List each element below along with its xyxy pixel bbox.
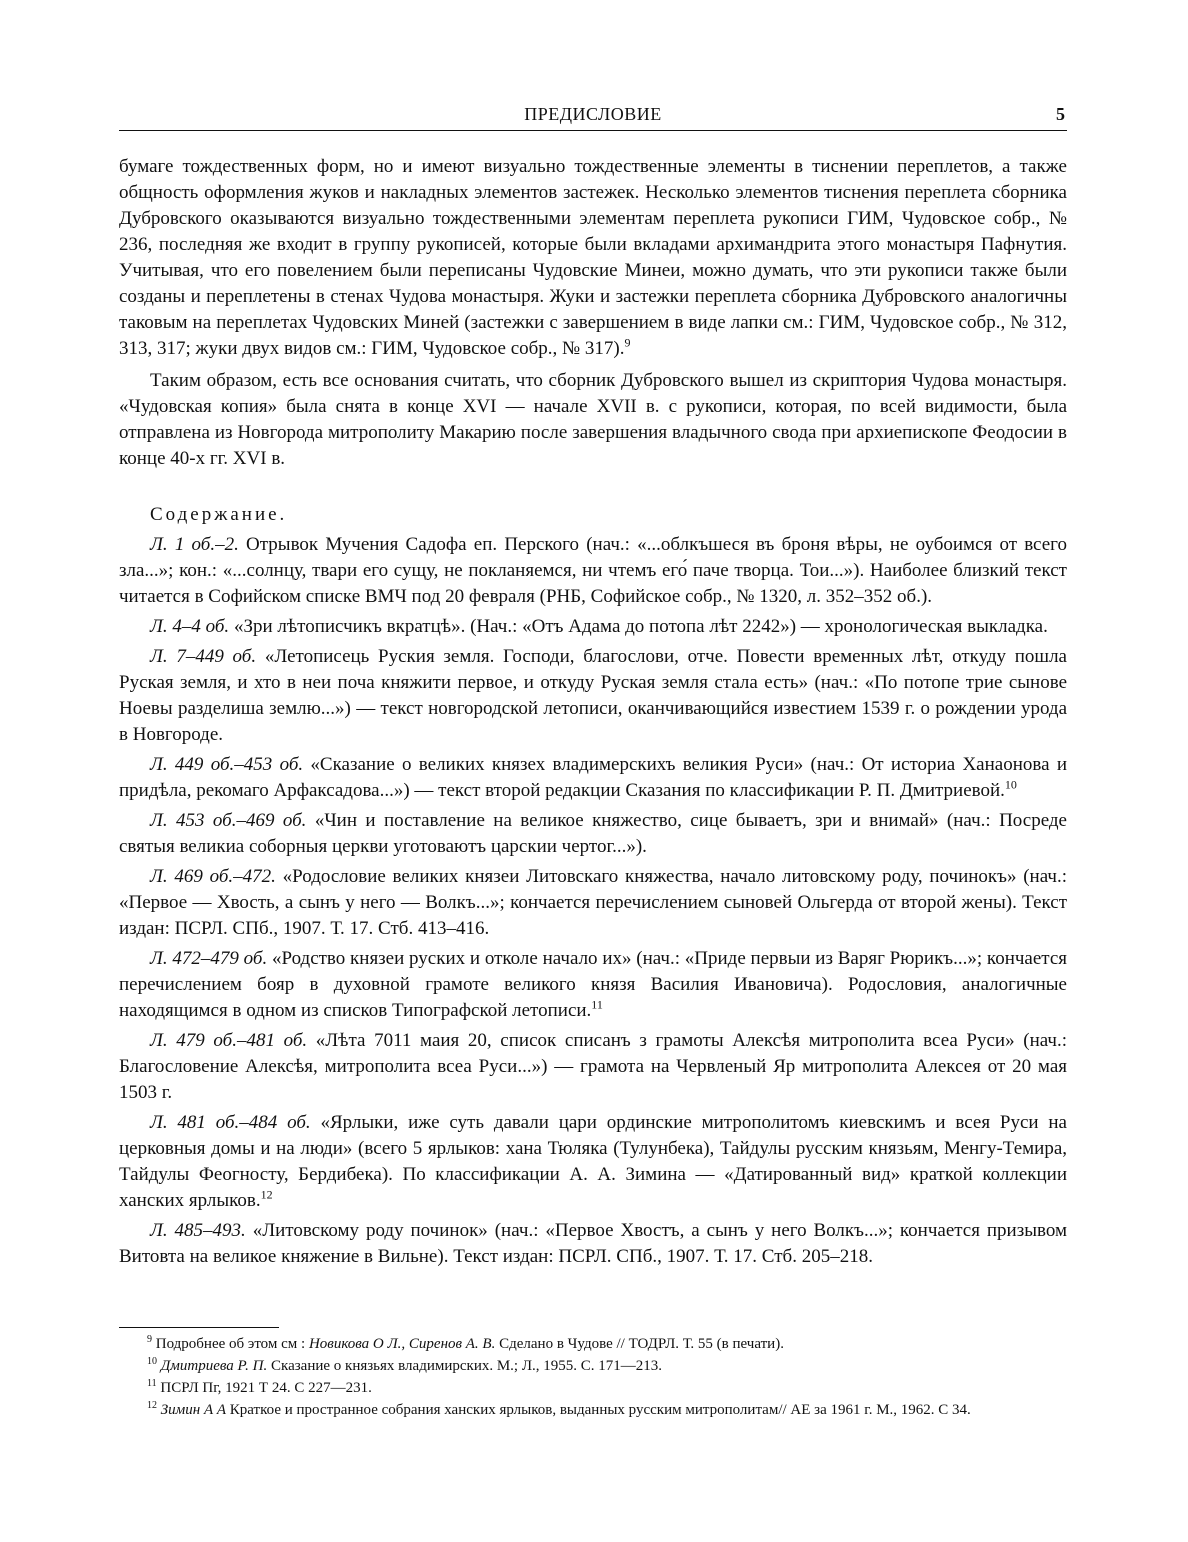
folio-ref: Л. 7–449 об. bbox=[150, 646, 257, 667]
main-text bbox=[119, 154, 1067, 1270]
folio-ref: Л. 449 об.–453 об. bbox=[150, 754, 304, 775]
footnote: $^{10}$ Дмитриева Р. П. Сказание о князьях владимирских. М.; Л., 1955. С. 171—213. bbox=[147, 1356, 663, 1374]
folio-ref: Л. 472–479 об. bbox=[150, 948, 268, 969]
contents-heading: Содержание. bbox=[150, 504, 288, 525]
contents-entry: Л. 472–479 об. «Родство князеи руских и отколе начало их» (нач.: «Приде первыи из Варяг Рюрикъ...»; кончается перечислением бояр в духовной грамоте великого князя Василия Ивановича). Родословия, аналогичные находящимся в одном из списков Типографской летописи.$^{11}$ bbox=[119, 948, 1067, 1021]
contents-entry: Л. 479 об.–481 об. «Лѣта 7011 маия 20, список списанъ з грамоты Алексѣя митрополита всеа Руси» (нач.: Благословение Алексѣя, митрополита всеа Руси...») — грамота на Червленый Яр митрополита Алексея от 20 мая 1503 г. bbox=[119, 1030, 1067, 1103]
contents-entry: Л. 7–449 об. «Летописець Руския земля. Господи, благослови, отче. Повести временных лѣт, откуду пошла Руская земля, и хто в неи поча княжити первое, и откуду Руская земля стала есть» (нач.: «По потопе трие сынове Ноевы разделиша землю...») — текст новгородской летописи, оканчивающийся известием 1539 г. о рождении урода в Новгороде. bbox=[119, 646, 1067, 745]
folio-ref: Л. 4–4 об. bbox=[150, 616, 230, 637]
footnote: $^9$ Подробнее об этом см : Новикова О Л., Сиренов А. В. Сделано в Чудове // ТОДРЛ. Т. 55 (в печати). bbox=[147, 1334, 784, 1352]
footnote: $^{12}$ Зимин А А Краткое и пространное собрания ханских ярлыков, выданных русским митрополитам// АЕ за 1961 г. М., 1962. С 34. bbox=[147, 1400, 971, 1418]
footnote-ref: 9 bbox=[624, 335, 631, 350]
page-number: 5 bbox=[1056, 104, 1065, 124]
running-title: ПРЕДИСЛОВИЕ bbox=[524, 104, 662, 124]
contents-entry: Л. 485–493. «Литовскому роду починок» (нач.: «Первое Хвостъ, а сынъ у него Волкъ...»; кончается призывом Витовта на великое княжение в Вильне). Текст издан: ПСРЛ. СПб., 1907. Т. 17. Стб. 205–218. bbox=[119, 1220, 1067, 1267]
running-header bbox=[119, 104, 1067, 131]
contents-entry: Л. 4–4 об. «Зри лѣтописчикъ вкратцѣ». (Нач.: «Отъ Адама до потопа лѣт 2242») — хронологическая выкладка. bbox=[150, 616, 1048, 637]
folio-ref: Л. 485–493. bbox=[150, 1220, 246, 1241]
contents-entry: Л. 1 об.–2. Отрывок Мучения Садофа еп. Перского (нач.: «...облкъшеся въ броня вѣры, не оубоимся от всего зла...»; кон.: «...солнцу, твари его сущу, не покланяемся, ни чтемъ его́ паче творца. Тои...»). Наиболее близкий текст читается в Софийском списке ВМЧ под 20 февраля (РНБ, Софийское собр., № 1320, л. 352–352 об.). bbox=[119, 534, 1067, 607]
paragraph: бумаге тождественных форм, но и имеют визуально тождественные элементы в тиснении переплетов, а также общность оформления жуков и накладных элементов застежек. Несколько элементов тиснения переплета сборника Дубровского оказываются визуально тождественными элементам переплета рукописи ГИМ, Чудовское собр., № 236, последняя же входит в группу рукописей, которые были вкладами архимандрита этого монастыря Пафнутия. Учитывая, что его повелением были переписаны Чудовские Минеи, можно думать, что эти рукописи также были созданы и переплетены в стенах Чудова монастыря. Жуки и застежки переплета сборника Дубровского аналогичны таковым на переплетах Чудовских Миней (застежки с завершением в виде лапки см.: ГИМ, Чудовское собр., № 312, 313, 317; жуки двух видов см.: ГИМ, Чудовское собр., № 317).$^9$ bbox=[119, 156, 1067, 359]
contents-entry: Л. 453 об.–469 об. «Чин и поставление на великое княжество, сице бываетъ, зри и внимай» (нач.: Посреде святыя великиа соборныя церкви уготоваютъ царскии чертог...»). bbox=[119, 810, 1067, 857]
footnote: $^{11}$ ПСРЛ Пг, 1921 Т 24. С 227—231. bbox=[147, 1378, 372, 1396]
contents-entry: Л. 449 об.–453 об. «Сказание о великих князех владимерскихъ великия Руси» (нач.: От историа Ханаонова и придѣла, рекомаго Арфаксадова...») — текст второй редакции Сказания по классификации Р. П. Дмитриевой.$^{10}$ bbox=[119, 754, 1067, 801]
footnote-ref: 11 bbox=[591, 997, 603, 1012]
folio-ref: Л. 481 об.–484 об. bbox=[150, 1112, 311, 1133]
folio-ref: Л. 453 об.–469 об. bbox=[150, 810, 307, 831]
folio-ref: Л. 479 об.–481 об. bbox=[150, 1030, 308, 1051]
contents-entry: Л. 469 об.–472. «Родословие великих князеи Литовскаго княжества, начало литовскому роду, починокъ» (нач.: «Первое — Хвость, а сынъ у него — Волкъ...»; кончается перечислением сыновей Ольгерда от второй жены). Текст издан: ПСРЛ. СПб., 1907. Т. 17. Стб. 413–416. bbox=[119, 866, 1067, 939]
folio-ref: Л. 469 об.–472. bbox=[150, 866, 276, 887]
footnote-ref: 12 bbox=[260, 1187, 273, 1202]
footnotes bbox=[119, 1333, 1067, 1421]
paragraph: Таким образом, есть все основания считать, что сборник Дубровского вышел из скриптория Чудова монастыря. «Чудовская копия» была снята в конце XVI — начале XVII в. с рукописи, которая, по всей видимости, была отправлена из Новгорода митрополиту Макарию после завершения владычного свода при архиепископе Феодосии в конце 40-х гг. XVI в. bbox=[119, 370, 1067, 469]
footnote-ref: 10 bbox=[1004, 777, 1017, 792]
folio-ref: Л. 1 об.–2. bbox=[150, 534, 239, 555]
footnote-divider bbox=[119, 1327, 279, 1328]
contents-entry: Л. 481 об.–484 об. «Ярлыки, иже суть давали цари ординские митрополитомъ киевскимъ и всея Руси на церковныя домы и на люди» (всего 5 ярлыков: хана Тюляка (Тулунбека), Тайдулы русским князьям, Менгу-Темира, Тайдулы Феогносту, Бердибека). По классификации А. А. Зимина — «Датированный вид» краткой коллекции ханских ярлыков.$^{12}$ bbox=[119, 1112, 1067, 1211]
